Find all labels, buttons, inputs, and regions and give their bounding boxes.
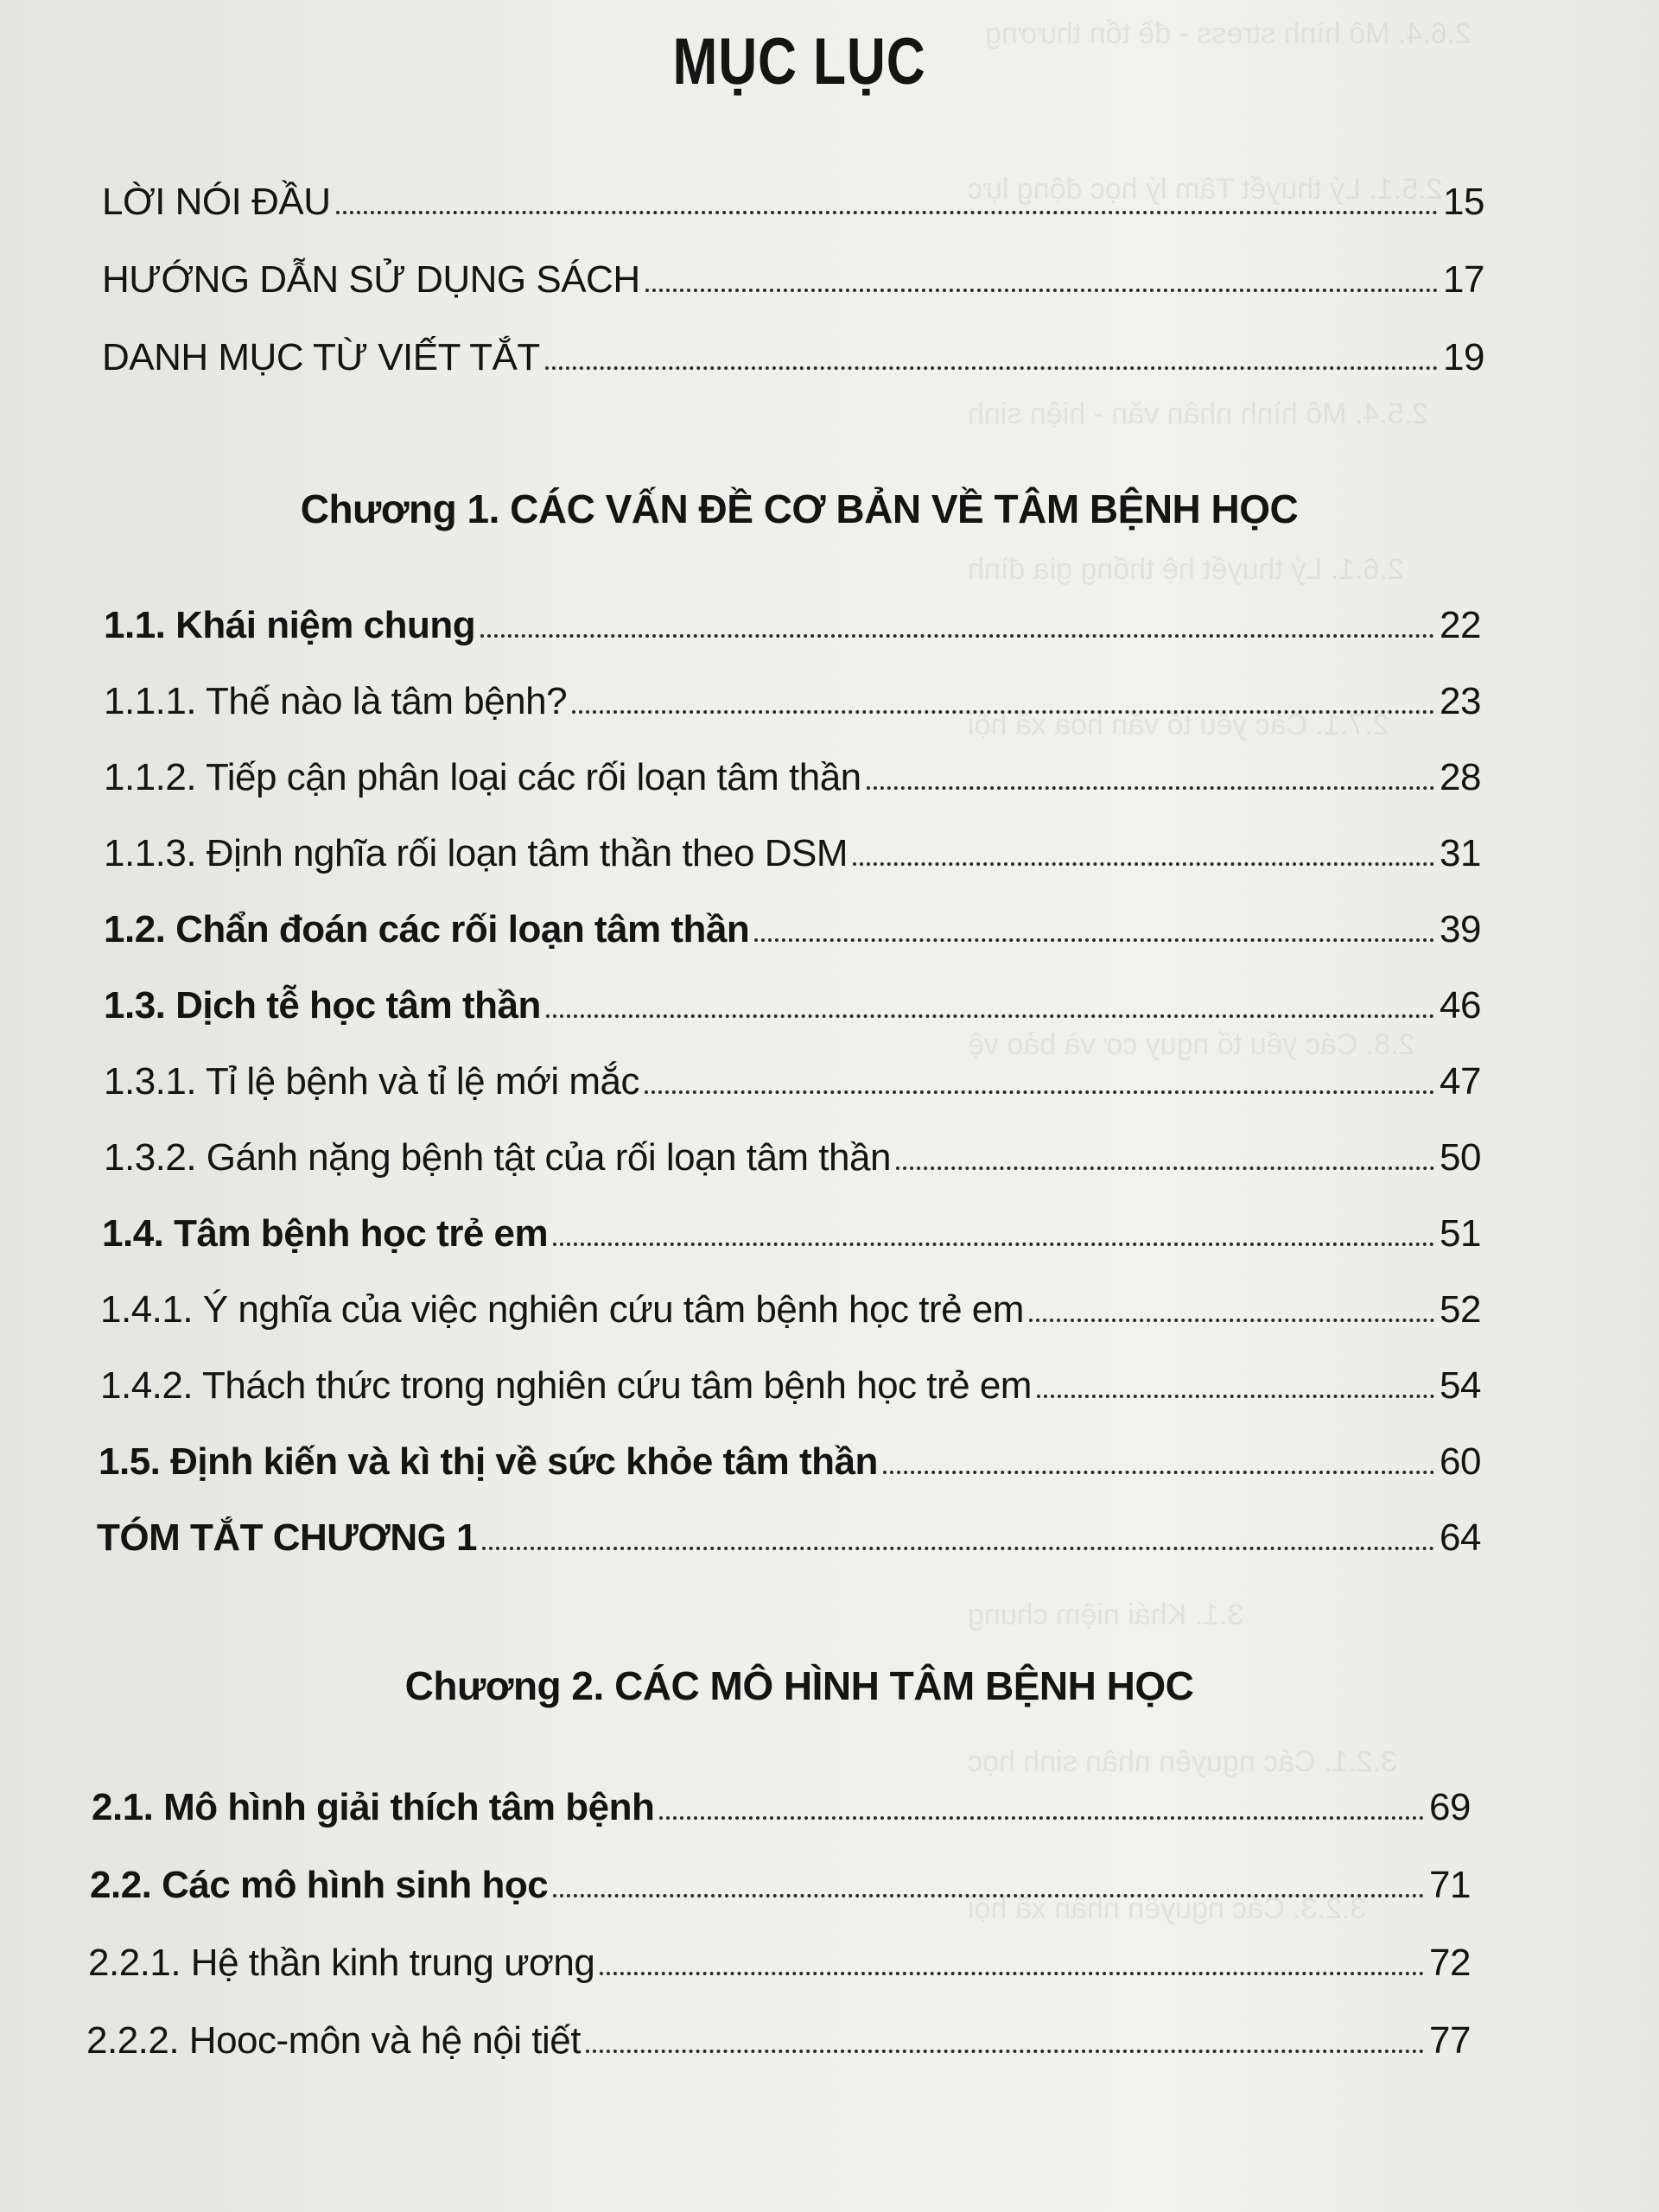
toc-entry[interactable]: [104, 753, 1481, 802]
dot-leader: [883, 1471, 1434, 1474]
show-through-text: 2.7.1. Các yếu tố văn hóa xã hội: [968, 709, 1389, 741]
dot-leader: [645, 289, 1438, 292]
toc-entry[interactable]: [88, 1939, 1471, 1987]
toc-entry[interactable]: [99, 1438, 1481, 1486]
toc-entry[interactable]: [104, 982, 1481, 1030]
dot-leader: [853, 862, 1434, 866]
toc-entry-label: 1.3.2. Gánh nặng bệnh tật của rối loạn tâm thần: [104, 1136, 891, 1179]
toc-entry-label: 1.5. Định kiến và kì thị về sức khỏe tâm thần: [99, 1440, 878, 1483]
dot-leader: [546, 1014, 1434, 1018]
toc-entry-page: 39: [1440, 908, 1481, 950]
toc-entry-page: 17: [1443, 258, 1484, 301]
toc-entry[interactable]: [104, 1058, 1481, 1106]
toc-entry-label: 1.4.1. Ý nghĩa của việc nghiên cứu tâm bệnh học trẻ em: [100, 1288, 1024, 1331]
dot-leader: [553, 1894, 1424, 1897]
toc-entry[interactable]: [97, 1514, 1481, 1562]
toc-entry-page: 60: [1440, 1440, 1481, 1483]
show-through-text: 3.2.3. Các nguyên nhân xã hội: [968, 1892, 1367, 1925]
show-through-text: 2.6.1. Lý thuyết hệ thống gia đình: [968, 553, 1404, 586]
toc-entry[interactable]: [100, 1286, 1481, 1334]
toc-entry-label: 1.1. Khái niệm chung: [104, 604, 476, 646]
toc-entry-label: TÓM TẮT CHƯƠNG 1: [97, 1516, 478, 1559]
toc-entry[interactable]: [92, 1783, 1471, 1832]
toc-entry-page: 69: [1429, 1786, 1471, 1828]
toc-entry-label: 1.4.2. Thách thức trong nghiên cứu tâm bệnh học trẻ em: [100, 1364, 1032, 1407]
dot-leader: [600, 1972, 1424, 1975]
dot-leader: [553, 1243, 1434, 1246]
toc-entry[interactable]: [104, 830, 1481, 878]
toc-entry-label: LỜI NÓI ĐẦU: [102, 181, 331, 223]
toc-entry[interactable]: [104, 1134, 1481, 1182]
dot-leader: [896, 1166, 1434, 1170]
toc-entry-label: DANH MỤC TỪ VIẾT TẮT: [102, 336, 540, 378]
toc-entry-label: 1.1.1. Thế nào là tâm bệnh?: [104, 680, 568, 722]
page-title: MỤC LỤC: [672, 25, 926, 99]
show-through-text: 3.2.1. Các nguyên nhân sinh học: [968, 1745, 1398, 1778]
toc-entry-page: 22: [1440, 604, 1481, 646]
toc-entry-page: 15: [1443, 181, 1484, 223]
dot-leader: [659, 1816, 1424, 1820]
dot-leader: [545, 366, 1438, 370]
chapter-1-heading: Chương 1. CÁC VẤN ĐỀ CƠ BẢN VỀ TÂM BỆNH HỌC: [300, 486, 1299, 531]
show-through-text: 3.1. Khái niệm chung: [968, 1599, 1244, 1631]
toc-entry[interactable]: [104, 906, 1481, 954]
toc-entry-page: 31: [1440, 832, 1481, 874]
toc-entry-page: 23: [1440, 680, 1481, 722]
dot-leader: [1037, 1395, 1434, 1398]
toc-entry-label: 2.1. Mô hình giải thích tâm bệnh: [92, 1786, 655, 1828]
toc-entry-page: 51: [1440, 1212, 1481, 1255]
toc-entry-label: 1.4. Tâm bệnh học trẻ em: [102, 1212, 549, 1255]
show-through-text: 2.8. Các yếu tố nguy cơ và bảo vệ: [968, 1028, 1415, 1061]
dot-leader: [754, 938, 1434, 942]
toc-entry-page: 50: [1440, 1136, 1481, 1179]
toc-entry-page: 64: [1440, 1516, 1481, 1559]
toc-entry-page: 28: [1440, 756, 1481, 798]
dot-leader: [1029, 1319, 1434, 1322]
toc-entry-front-2[interactable]: [102, 256, 1484, 304]
toc-entry-label: 2.2.2. Hooc-môn và hệ nội tiết: [86, 2019, 581, 2062]
toc-entry-page: 54: [1440, 1364, 1481, 1407]
chapter-2-heading: Chương 2. CÁC MÔ HÌNH TÂM BỆNH HỌC: [404, 1663, 1194, 1708]
show-through-text: 2.6.4. Mô hình stress - đề tổn thương: [985, 17, 1471, 50]
dot-leader: [336, 211, 1439, 214]
toc-entry-label: 1.3.1. Tỉ lệ bệnh và tỉ lệ mới mắc: [104, 1060, 639, 1103]
toc-entry[interactable]: [102, 1210, 1481, 1258]
toc-entry-page: 71: [1429, 1864, 1471, 1906]
toc-entry-label: HƯỚNG DẪN SỬ DỤNG SÁCH: [102, 258, 640, 301]
toc-entry-page: 72: [1429, 1942, 1471, 1984]
toc-entry-label: 1.1.3. Định nghĩa rối loạn tâm thần theo DSM: [104, 832, 848, 874]
toc-entry-page: 47: [1440, 1060, 1481, 1103]
toc-entry[interactable]: [104, 677, 1481, 726]
toc-entry-label: 1.1.2. Tiếp cận phân loại các rối loạn tâm thần: [104, 756, 861, 798]
toc-entry-label: 1.3. Dịch tễ học tâm thần: [104, 984, 541, 1027]
toc-entry-label: 2.2.1. Hệ thần kinh trung ương: [88, 1942, 595, 1984]
toc-entry-page: 52: [1440, 1288, 1481, 1331]
toc-entry[interactable]: [86, 2017, 1471, 2065]
toc-entry-front-1[interactable]: [102, 178, 1484, 226]
toc-entry[interactable]: [104, 601, 1481, 650]
dot-leader: [572, 710, 1434, 714]
toc-entry-front-3[interactable]: [102, 334, 1484, 382]
toc-entry-label: 1.2. Chẩn đoán các rối loạn tâm thần: [104, 908, 750, 950]
toc-entry[interactable]: [90, 1861, 1471, 1910]
toc-entry-page: 77: [1429, 2019, 1471, 2062]
toc-entry[interactable]: [100, 1362, 1481, 1410]
dot-leader: [482, 1547, 1434, 1550]
dot-leader: [645, 1090, 1434, 1094]
toc-entry-label: 2.2. Các mô hình sinh học: [90, 1864, 549, 1906]
dot-leader: [480, 634, 1434, 638]
toc-entry-page: 46: [1440, 984, 1481, 1027]
show-through-text: 2.5.4. Mô hình nhân văn - hiện sinh: [968, 397, 1429, 430]
toc-entry-page: 19: [1443, 336, 1484, 378]
show-through-text: 2.5.1. Lý thuyết Tâm lý học động lực: [968, 173, 1443, 206]
dot-leader: [867, 786, 1434, 790]
dot-leader: [586, 2050, 1424, 2053]
